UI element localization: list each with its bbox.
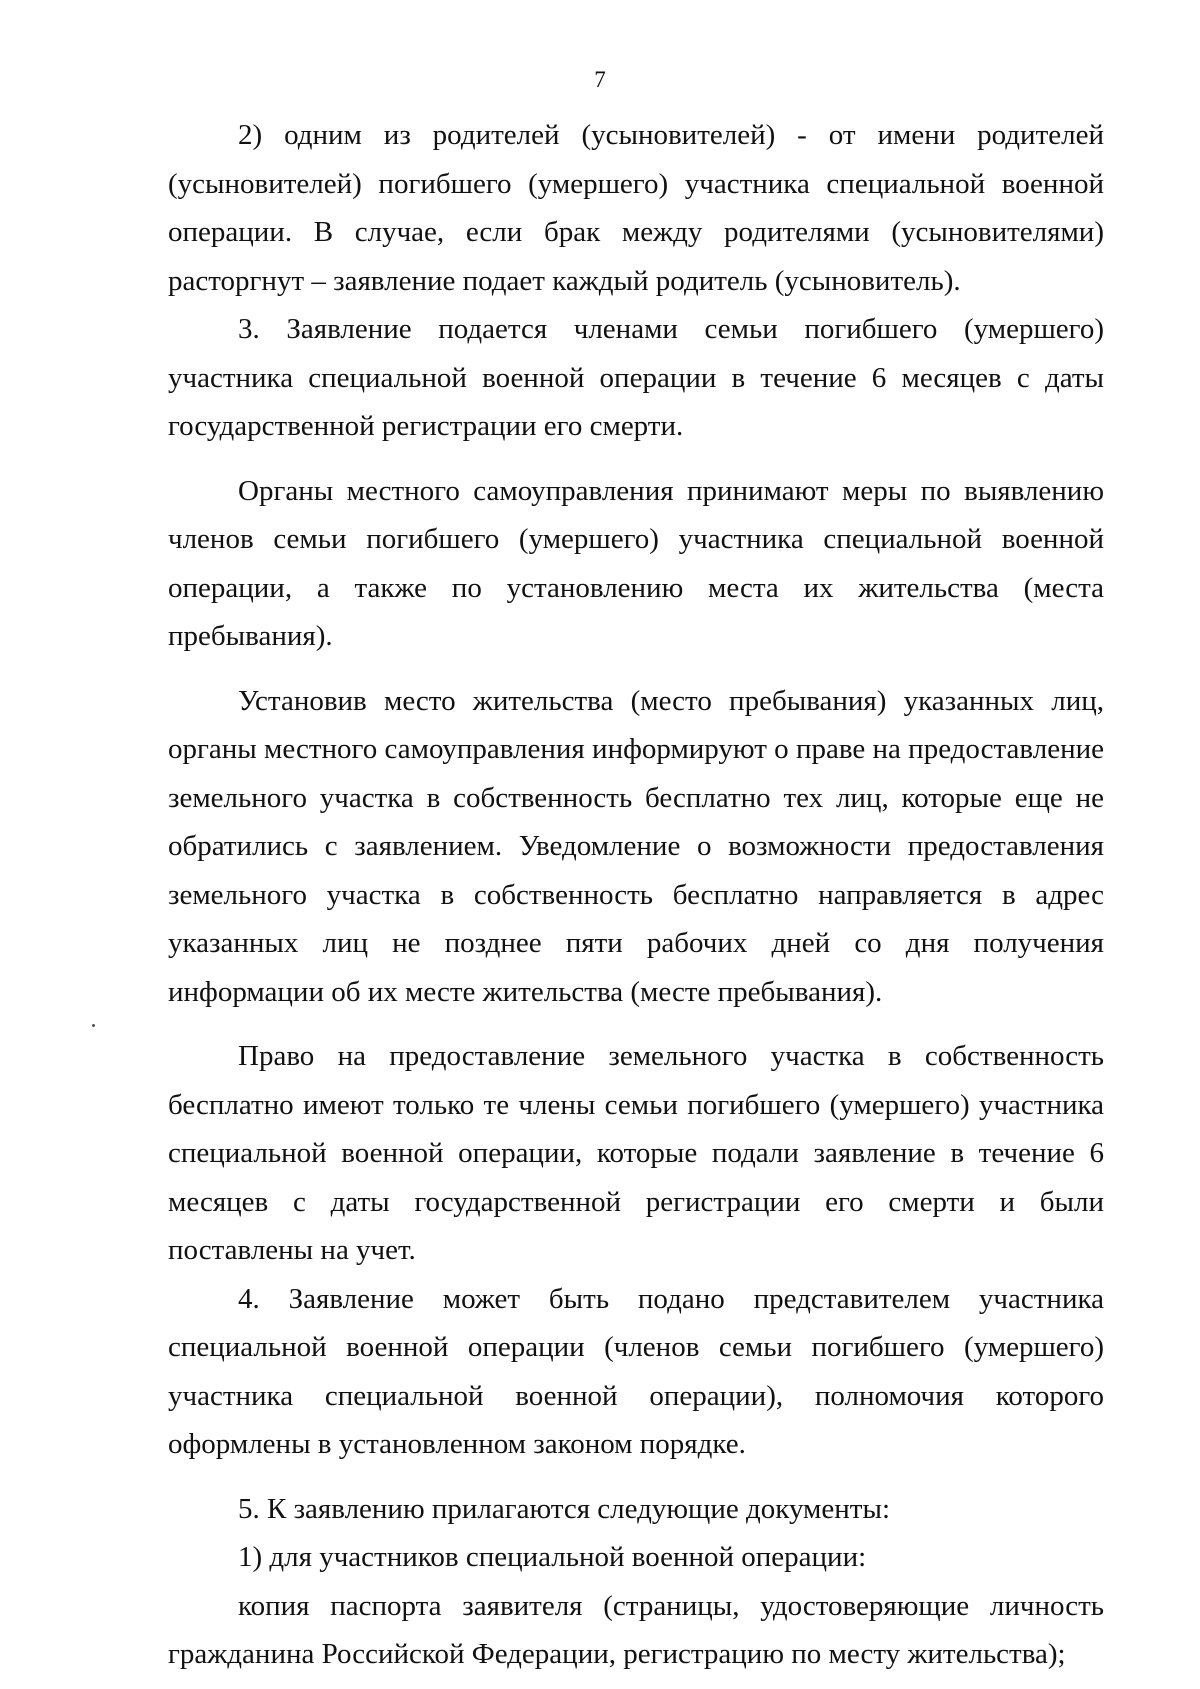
paragraph-right-to-land: Право на предоставление земельного участка в собственность бесплатно имеют только те члены семьи погибшего (умершего) участника специальной военной операции, которые подали заявление в течение 6 месяцев с даты государственной регистрации его смерти и были поставлены на учет. xyxy=(168,1040,1104,1266)
document-body xyxy=(168,111,1104,1679)
paragraph-passport-copy: копия паспорта заявителя (страницы, удостоверяющие личность гражданина Российской Федерации, регистрацию по месту жительства); xyxy=(168,1589,1104,1670)
paragraph-local-authorities-measures: Органы местного самоуправления принимают меры по выявлению членов семьи погибшего (умершего) участника специальной военной операции, а также по установлению места их жительства (места пребывания). xyxy=(168,474,1104,652)
page-number: 7 xyxy=(594,67,606,92)
paragraph-parents-application: 2) одним из родителей (усыновителей) - от имени родителей (усыновителей) погибшего (умершего) участника специальной военной операции. В случае, если брак между родителями (усыновителями) расторгнут – заявление подает каждый родитель (усыновитель). xyxy=(168,119,1104,297)
paragraph-application-deadline: 3. Заявление подается членами семьи погибшего (умершего) участника специальной военной операции в течение 6 месяцев с даты государственной регистрации его смерти. xyxy=(168,313,1104,442)
scan-speck xyxy=(92,1024,95,1027)
paragraph-for-participants: 1) для участников специальной военной операции: xyxy=(238,1541,867,1573)
paragraph-representative: 4. Заявление может быть подано представителем участника специальной военной операции (членов семьи погибшего (умершего) участника специальной военной операции), полномочия которого оформлены в установленном законом порядке. xyxy=(168,1282,1104,1460)
paragraph-notification: Установив место жительства (место пребывания) указанных лиц, органы местного самоуправления информируют о праве на предоставление земельного участка в собственность бесплатно тех лиц, которые еще не обратились с заявлением. Уведомление о возможности предоставления земельного участка в собственность бесплатно направляется в адрес указанных лиц не позднее пяти рабочих дней со дня получения информации об их месте жительства (месте пребывания). xyxy=(168,684,1104,1008)
paragraph-required-documents: 5. К заявлению прилагаются следующие документы: xyxy=(238,1492,891,1525)
